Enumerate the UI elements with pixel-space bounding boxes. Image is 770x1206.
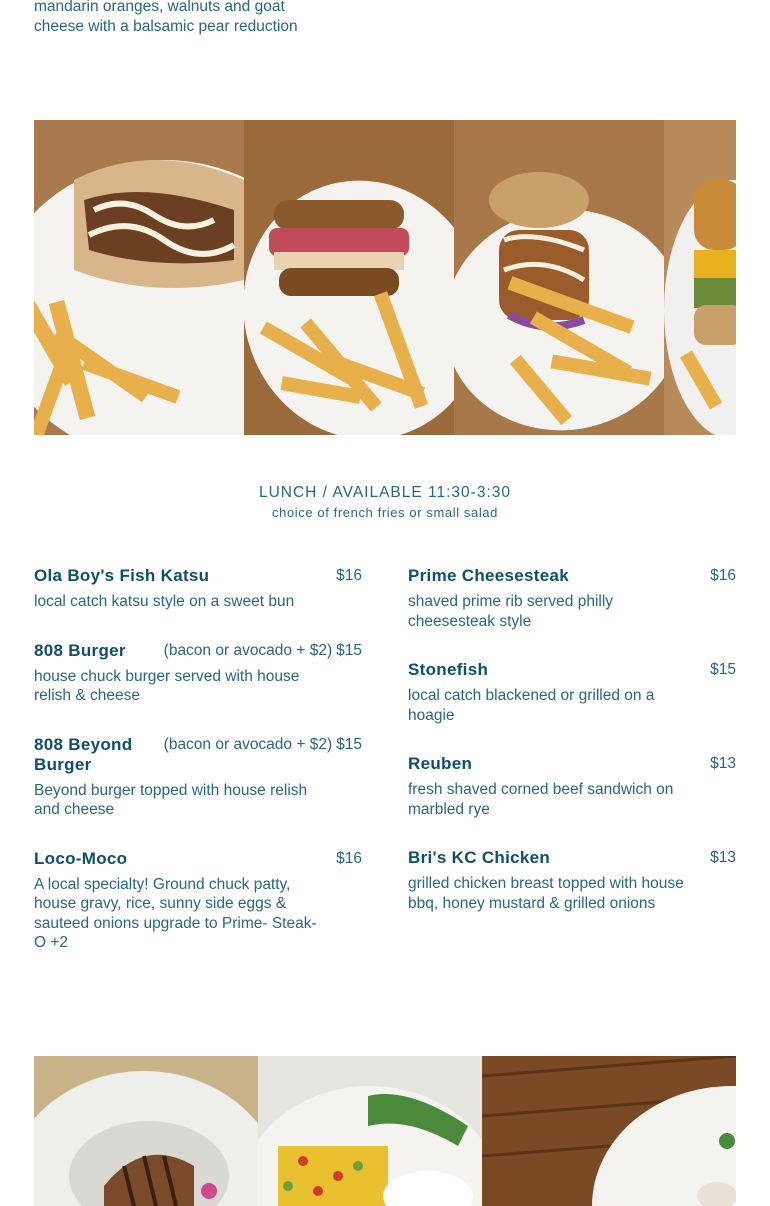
reuben-photo[interactable] <box>244 120 454 435</box>
menu-item <box>408 754 736 819</box>
menu-item <box>408 848 736 913</box>
item-description: house chuck burger served with house relish & cheese <box>34 667 300 704</box>
item-description: fresh shaved corned beef sandwich on marbled rye <box>408 781 674 818</box>
item-name: Ola Boy's Fish Katsu <box>34 566 210 585</box>
item-price: $15 <box>710 661 736 678</box>
item-name: Reuben <box>408 754 473 773</box>
item-price: $16 <box>710 567 736 584</box>
lunch-title: LUNCH / AVAILABLE 11:30-3:30 <box>258 484 511 501</box>
item-option: (bacon or avocado + $2) <box>163 641 333 659</box>
item-option: (bacon or avocado + $2) <box>163 735 333 753</box>
item-description: A local specialty! Ground chuck patty, house gravy, rice, sunny side eggs & sauteed onions upgrade to Prime- Steak-O +2 <box>34 875 317 951</box>
item-description: grilled chicken breast topped with house bbq, honey mustard & grilled onions <box>408 875 684 912</box>
item-price: $16 <box>336 849 362 867</box>
item-description: Beyond burger topped with house relish and cheese <box>34 781 308 818</box>
item-description: local catch blackened or grilled on a hoagie <box>408 687 655 724</box>
menu-item <box>408 660 736 725</box>
item-price: $15 <box>336 735 362 753</box>
item-name: Bri's KC Chicken <box>408 848 551 867</box>
menu-item <box>34 641 362 706</box>
intro-description: mandarin oranges, walnuts and goat cheese with a balsamic pear reduction <box>34 0 298 35</box>
menu-item <box>34 735 362 820</box>
menu-column-left <box>34 566 362 982</box>
menu-column-right <box>408 566 736 942</box>
menu-item <box>34 566 362 612</box>
grilled-fish-photo[interactable] <box>34 1056 258 1206</box>
lunch-subtitle: choice of french fries or small salad <box>272 505 498 520</box>
item-name: Loco-Moco <box>34 848 128 868</box>
item-name: 808 Burger <box>34 640 126 660</box>
photo-gallery-top[interactable] <box>34 120 736 435</box>
fish-sandwich-photo[interactable] <box>34 120 244 435</box>
menu-item <box>408 566 736 631</box>
item-name: Stonefish <box>408 660 489 679</box>
poke-bowl-photo[interactable] <box>258 1056 482 1206</box>
item-price: $13 <box>710 755 736 772</box>
item-price: $15 <box>336 641 362 659</box>
chicken-sandwich-photo[interactable] <box>454 120 664 435</box>
plate-photo[interactable] <box>482 1056 736 1206</box>
item-name: Prime Cheesesteak <box>408 566 570 585</box>
photo-gallery-bottom[interactable] <box>34 1056 736 1206</box>
item-name: 808 Beyond Burger <box>34 734 133 774</box>
menu-item <box>34 849 362 953</box>
item-description: local catch katsu style on a sweet bun <box>34 593 295 610</box>
burger-photo[interactable] <box>664 120 736 435</box>
item-description: shaved prime rib served philly cheesesteak style <box>408 593 614 630</box>
item-price: $13 <box>710 849 736 866</box>
item-price: $16 <box>336 567 362 584</box>
